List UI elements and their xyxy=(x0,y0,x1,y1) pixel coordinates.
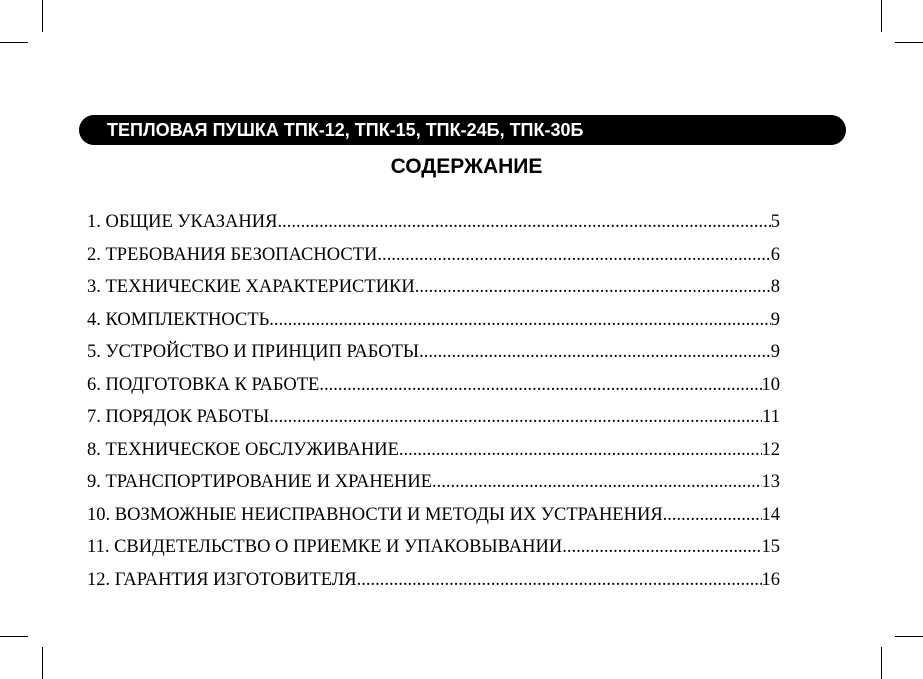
toc-leader-dots xyxy=(277,206,770,239)
header-bar xyxy=(79,115,846,145)
toc-label: 8. ТЕХНИЧЕСКОЕ ОБСЛУЖИВАНИЕ xyxy=(87,439,399,460)
toc-page-number: 9 xyxy=(770,309,780,330)
toc-leader-dots xyxy=(357,564,762,597)
toc-page-number: 8 xyxy=(770,277,780,297)
toc-page-number: 5 xyxy=(770,212,780,232)
toc-row[interactable] xyxy=(87,531,780,564)
toc-leader-dots xyxy=(432,466,761,499)
toc-row[interactable] xyxy=(87,369,780,402)
toc-row[interactable] xyxy=(87,206,780,239)
crop-mark-bottom-right-vertical xyxy=(881,647,882,679)
toc-leader-dots xyxy=(399,434,762,467)
header-title: ТЕПЛОВАЯ ПУШКА ТПК-12, ТПК-15, ТПК-24Б, ТПК-30Б xyxy=(107,120,584,140)
toc-row[interactable] xyxy=(87,434,780,467)
toc-label: 4. КОМПЛЕКТНОСТЬ xyxy=(87,309,270,330)
crop-mark-top-left-horizontal xyxy=(0,42,28,43)
toc-row[interactable] xyxy=(87,304,780,337)
toc-row[interactable] xyxy=(87,499,780,532)
crop-mark-bottom-left-horizontal xyxy=(0,636,28,637)
toc-page-number: 9 xyxy=(770,342,780,362)
toc-page-number: 15 xyxy=(761,537,780,557)
toc-leader-dots xyxy=(377,239,770,272)
toc-row[interactable] xyxy=(87,271,780,304)
toc-label: 2. ТРЕБОВАНИЯ БЕЗОПАСНОСТИ xyxy=(87,244,378,265)
toc-row[interactable] xyxy=(87,336,780,369)
toc-label: 10. ВОЗМОЖНЫЕ НЕИСПРАВНОСТИ И МЕТОДЫ ИХ УСТРАНЕНИЯ xyxy=(87,504,663,525)
toc-label: 5. УСТРОЙСТВО И ПРИНЦИП РАБОТЫ xyxy=(87,342,420,362)
toc-leader-dots xyxy=(663,499,762,532)
crop-mark-bottom-right-horizontal xyxy=(895,636,923,637)
toc-label: 12. ГАРАНТИЯ ИЗГОТОВИТЕЛЯ xyxy=(87,569,357,590)
toc-page-number: 10 xyxy=(761,374,780,395)
toc-label: 6. ПОДГОТОВКА К РАБОТЕ xyxy=(87,374,320,395)
toc-page-number: 14 xyxy=(761,504,780,525)
toc-page-number: 6 xyxy=(770,244,780,265)
toc-row[interactable] xyxy=(87,239,780,272)
crop-mark-top-right-vertical xyxy=(881,0,882,32)
toc-label: 7. ПОРЯДОК РАБОТЫ xyxy=(87,407,270,427)
toc-page-number: 11 xyxy=(762,407,780,427)
toc-label: 1. ОБЩИЕ УКАЗАНИЯ xyxy=(87,212,278,232)
toc-row[interactable] xyxy=(87,401,780,434)
toc-label: 3. ТЕХНИЧЕСКИЕ ХАРАКТЕРИСТИКИ xyxy=(87,277,415,297)
toc-leader-dots xyxy=(319,369,761,402)
toc-leader-dots xyxy=(269,401,762,434)
page-heading: СОДЕРЖАНИЕ xyxy=(390,155,543,178)
toc-leader-dots xyxy=(269,304,771,337)
toc-leader-dots xyxy=(562,531,761,564)
toc-row[interactable] xyxy=(87,564,780,597)
toc-page-number: 13 xyxy=(761,472,780,492)
toc-leader-dots xyxy=(415,271,771,304)
toc-label: 11. СВИДЕТЕЛЬСТВО О ПРИЕМКЕ И УПАКОВЫВАНИИ xyxy=(87,537,563,557)
toc-row[interactable] xyxy=(87,466,780,499)
toc-page-number: 16 xyxy=(761,569,780,590)
crop-mark-bottom-left-vertical xyxy=(42,647,43,679)
crop-mark-top-left-vertical xyxy=(42,0,43,32)
crop-mark-top-right-horizontal xyxy=(895,42,923,43)
toc-label: 9. ТРАНСПОРТИРОВАНИЕ И ХРАНЕНИЕ xyxy=(87,472,433,492)
toc-page-number: 12 xyxy=(761,439,780,460)
table-of-contents xyxy=(87,206,780,596)
toc-leader-dots xyxy=(419,336,771,369)
